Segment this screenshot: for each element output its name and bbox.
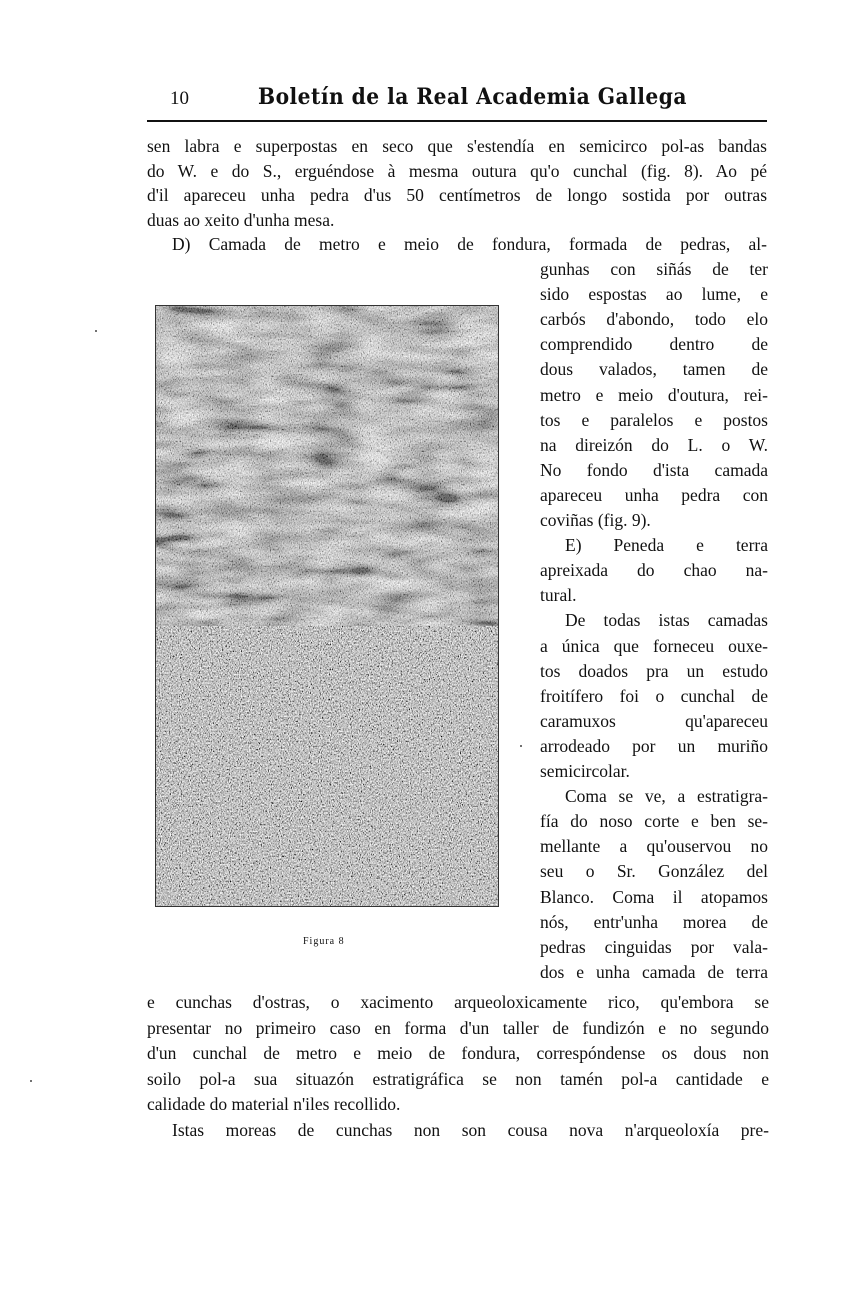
text-line: fía do noso corte e ben se- [540,811,768,832]
figure-photo-stratigraphy [155,305,499,907]
text-line: sido espostas ao lume, e [540,284,768,305]
text-line: tos e paralelos e postos [540,409,768,430]
text-line: gunhas con siñás de ter [540,259,768,279]
running-title: Boletín de la Real Academia Gallega [258,84,687,110]
text-line: dous valados, tamen de [540,359,768,380]
text-line: duas ao xeito d'unha mesa. [147,209,335,230]
text-line: na direizón do L. o W. [540,434,768,455]
text-line: apreixada do chao na- [540,560,768,581]
text-line: semicircolar. [540,761,630,781]
text-line: presentar no primeiro caso en forma d'un taller de fundizón e no segundo [147,1017,769,1038]
figure-caption: Figura 8 [303,936,345,947]
text-line: seu o Sr. González del [540,861,768,882]
text-line: pedras cinguidas por vala- [540,936,768,957]
text-line: a única que forneceu ouxe- [540,635,768,656]
text-line: Coma se ve, a estratigra- [565,786,768,807]
text-line: mellante a qu'ouservou no [540,836,768,857]
text-line: E) Peneda e terra [565,535,768,556]
header-rule [147,120,767,122]
text-line: d'il apareceu unha pedra d'us 50 centímetros de longo sostida por outras [147,185,767,206]
text-line: D) Camada de metro e meio de fondura, formada de pedras, al- [172,234,767,255]
text-line: dos e unha camada de terra [540,961,768,982]
text-line: caramuxos qu'apareceu [540,710,768,731]
text-line: Blanco. Coma il atopamos [540,886,768,907]
text-line: froitífero foi o cunchal de [540,685,768,706]
text-line: nós, entr'unha morea de [540,911,768,932]
text-line: De todas istas camadas [565,610,768,631]
text-line: comprendido dentro de [540,334,768,355]
text-line: metro e meio d'outura, rei- [540,384,768,405]
text-line: coviñas (fig. 9). [540,510,651,530]
text-line: calidade do material n'iles recollido. [147,1094,401,1115]
text-line: sen labra e superpostas en seco que s'estendía en semicirco pol-as bandas [147,136,767,156]
text-line: do W. e do S., erguéndose à mesma outura qu'o cunchal (fig. 8). Ao pé [147,160,767,181]
text-line: carbós d'abondo, todo elo [540,309,768,330]
text-line: tural. [540,585,577,606]
text-line: arrodeado por un muriño [540,735,768,756]
text-line: e cunchas d'ostras, o xacimento arqueoloxicamente rico, qu'embora se [147,992,769,1012]
text-line: d'un cunchal de metro e meio de fondura, correspóndense os dous non [147,1043,769,1064]
text-line: No fondo d'ista camada [540,459,768,480]
text-line: tos doados pra un estudo [540,660,768,681]
text-line: soilo pol-a sua situazón estratigráfica se non tamén pol-a cantidade e [147,1068,769,1089]
page-number: 10 [170,88,189,109]
text-line: Istas moreas de cunchas non son cousa nova n'arqueoloxía pre- [172,1120,769,1140]
text-line: apareceu unha pedra con [540,484,768,505]
